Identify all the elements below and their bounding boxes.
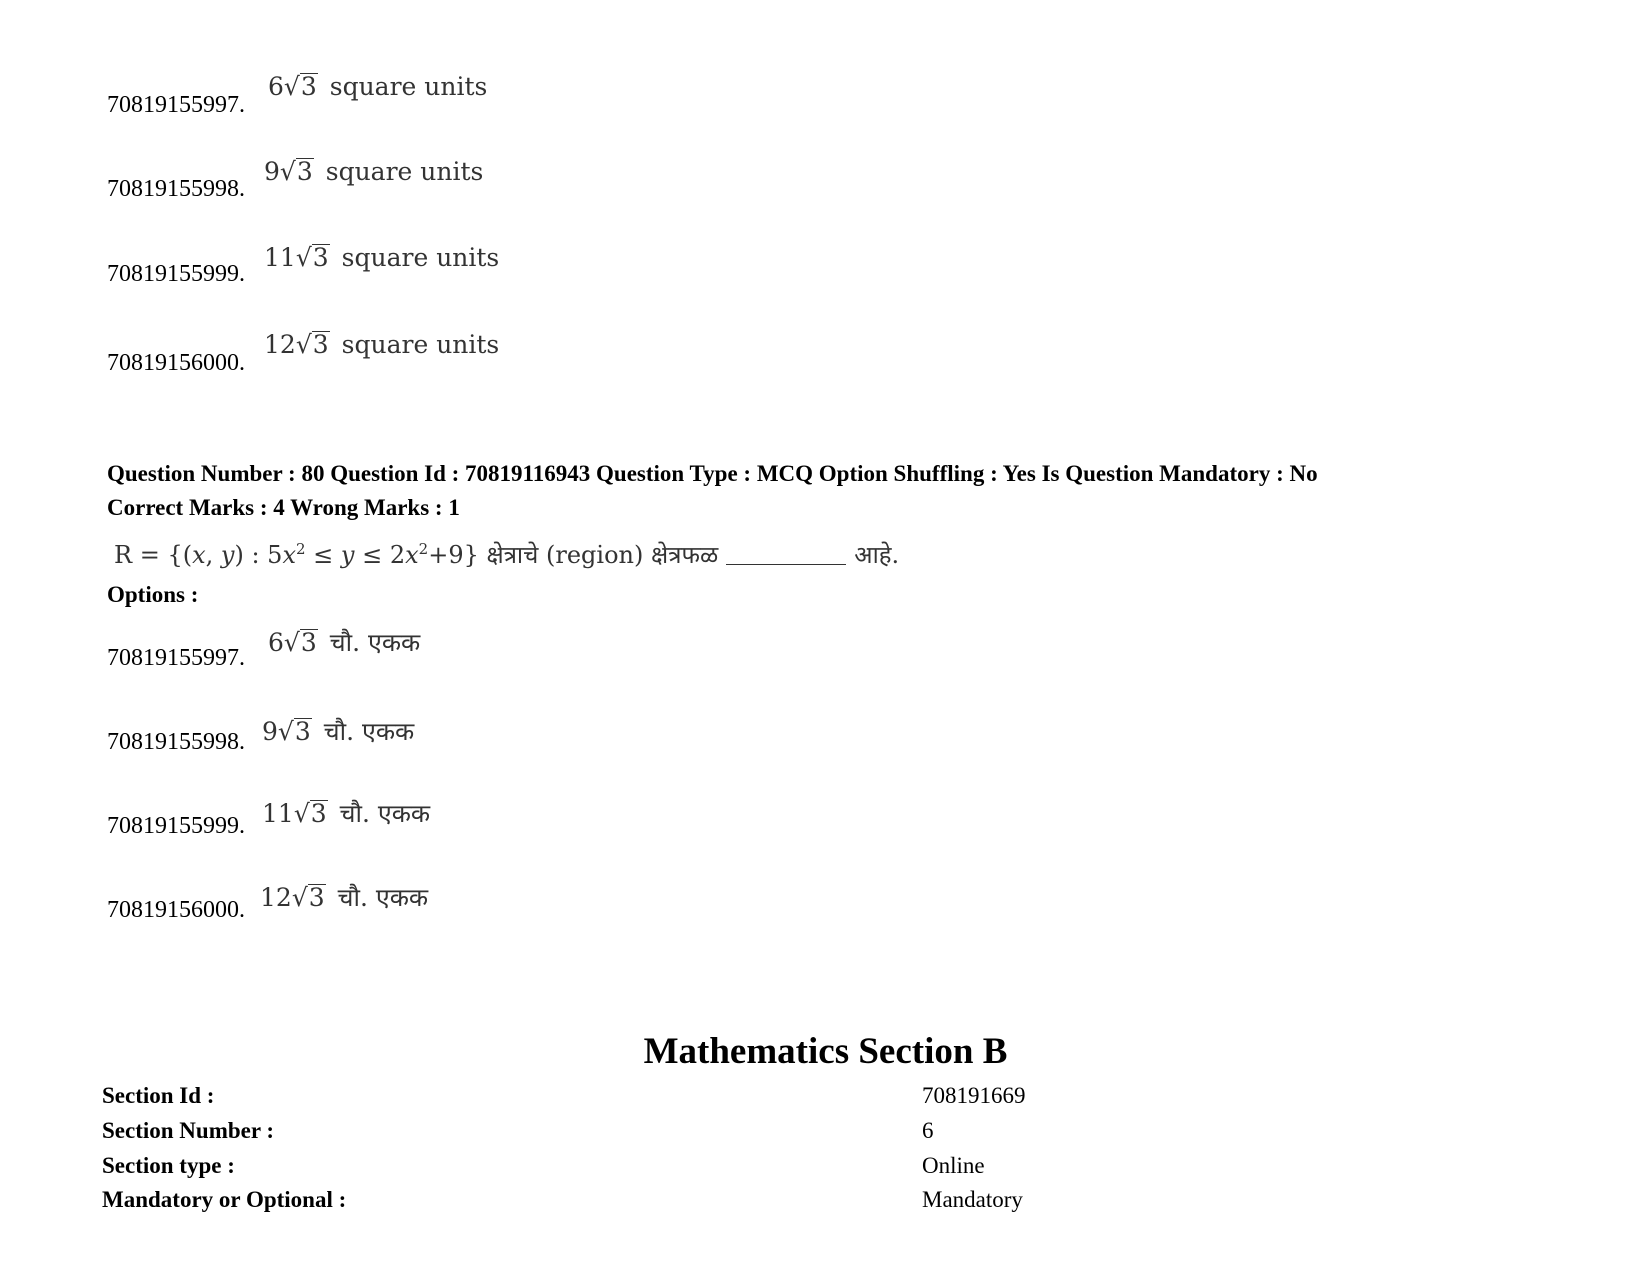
option-id: 70819155998. <box>107 729 245 755</box>
stem-text: ≤ <box>305 541 341 569</box>
option-id: 70819156000. <box>107 897 245 923</box>
section-id-label: Section Id : <box>102 1083 215 1108</box>
sqrt-symbol: √ <box>293 799 310 828</box>
mandatory-label: Mandatory or Optional : <box>102 1187 347 1212</box>
stem-var: y <box>340 541 355 569</box>
option-unit: चौ. एकक <box>329 628 421 657</box>
option-radicand: 3 <box>310 799 327 828</box>
section-type-label: Section type : <box>102 1153 235 1178</box>
answer-blank <box>726 564 846 565</box>
mandatory-value: Mandatory <box>922 1187 1023 1212</box>
option-text <box>260 880 428 914</box>
option-radicand: 3 <box>312 243 329 272</box>
option-text <box>268 72 487 101</box>
option-id: 70819156000. <box>107 350 245 376</box>
sqrt-symbol: √ <box>283 628 300 657</box>
option-unit: चौ. एकक <box>323 717 415 746</box>
options-label: Options : <box>107 582 199 607</box>
option-radicand: 3 <box>312 330 329 359</box>
stem-exponent: 2 <box>418 540 429 558</box>
stem-var: y <box>220 541 235 569</box>
option-text <box>264 243 499 272</box>
stem-var: x <box>405 541 419 569</box>
option-unit: square units <box>329 72 488 101</box>
stem-exponent: 2 <box>295 540 306 558</box>
option-coefficient: 12 <box>264 330 296 359</box>
sqrt-symbol: √ <box>279 157 296 186</box>
option-coefficient: 12 <box>260 883 292 912</box>
option-coefficient: 11 <box>264 243 296 272</box>
question-stem <box>114 538 899 571</box>
option-text <box>262 796 430 830</box>
stem-text: R = {( <box>114 541 193 569</box>
option-unit: चौ. एकक <box>337 883 429 912</box>
option-radicand: 3 <box>308 883 325 912</box>
section-type-value: Online <box>922 1153 985 1178</box>
option-id: 70819155999. <box>107 261 245 287</box>
option-radicand: 3 <box>300 628 317 657</box>
sqrt-symbol: √ <box>283 72 300 101</box>
option-text <box>264 330 499 359</box>
option-coefficient: 6 <box>268 628 284 657</box>
stem-text: , <box>205 541 221 569</box>
section-id-value: 708191669 <box>922 1083 1026 1108</box>
section-number-label: Section Number : <box>102 1118 275 1143</box>
stem-text: ) : 5 <box>234 541 283 569</box>
option-unit: square units <box>341 330 500 359</box>
option-unit: चौ. एकक <box>339 799 431 828</box>
sqrt-symbol: √ <box>291 883 308 912</box>
option-coefficient: 6 <box>268 72 284 101</box>
option-id: 70819155997. <box>107 645 245 671</box>
option-text <box>262 714 414 748</box>
option-coefficient: 9 <box>262 717 278 746</box>
option-unit: square units <box>341 243 500 272</box>
option-text <box>264 157 483 186</box>
question-header: Question Number : 80 Question Id : 70819116943 Question Type : MCQ Option Shuffling : Yes Is Question Mandatory : No <box>107 461 1318 486</box>
question-marks: Correct Marks : 4 Wrong Marks : 1 <box>107 495 460 520</box>
stem-var: x <box>282 541 296 569</box>
stem-text: ≤ 2 <box>354 541 406 569</box>
option-id: 70819155999. <box>107 813 245 839</box>
sqrt-symbol: √ <box>295 243 312 272</box>
option-unit: square units <box>325 157 484 186</box>
section-number-value: 6 <box>922 1118 934 1143</box>
option-text <box>268 625 420 659</box>
sqrt-symbol: √ <box>295 330 312 359</box>
sqrt-symbol: √ <box>277 717 294 746</box>
stem-var: x <box>192 541 206 569</box>
stem-text: +9} क्षेत्राचे (region) क्षेत्रफळ <box>428 541 719 569</box>
option-coefficient: 9 <box>264 157 280 186</box>
stem-text: आहे. <box>854 541 900 569</box>
section-title: Mathematics Section B <box>643 1031 1008 1072</box>
option-id: 70819155997. <box>107 92 245 118</box>
option-radicand: 3 <box>296 157 313 186</box>
option-id: 70819155998. <box>107 176 245 202</box>
option-radicand: 3 <box>294 717 311 746</box>
option-coefficient: 11 <box>262 799 294 828</box>
option-radicand: 3 <box>300 72 317 101</box>
